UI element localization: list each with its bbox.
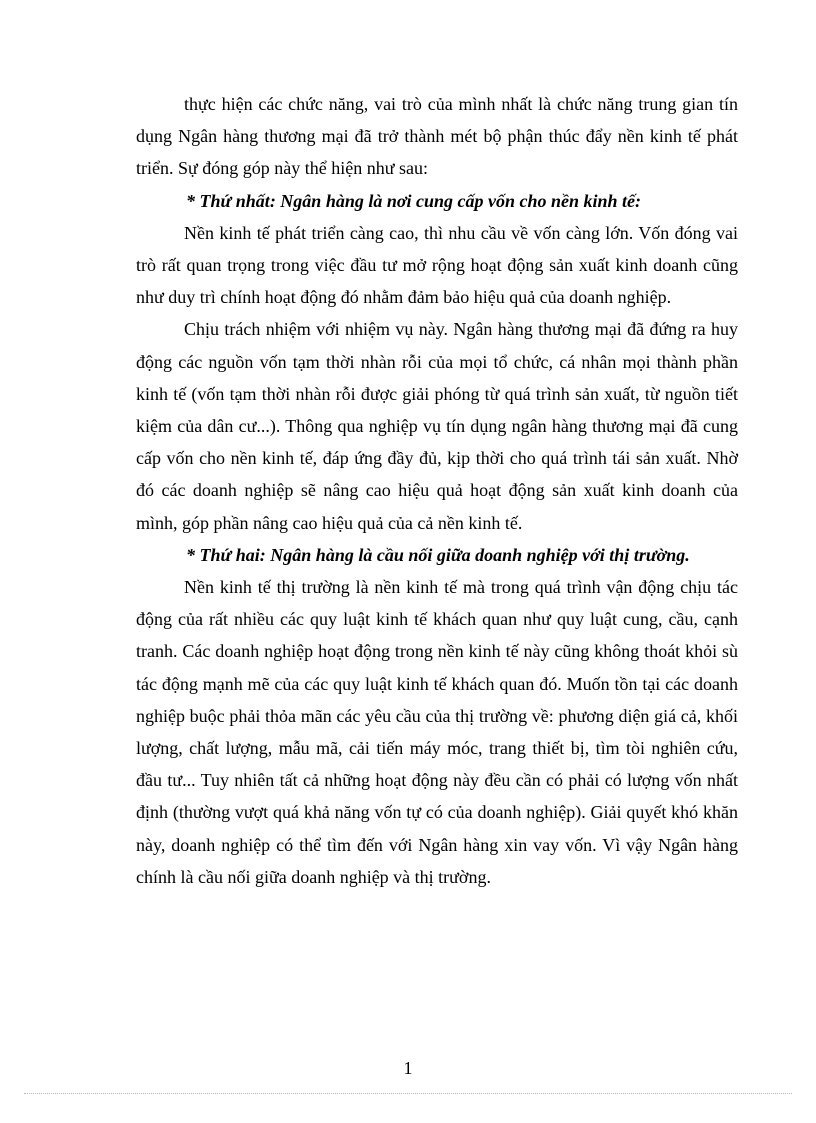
section-heading-second: * Thứ hai: Ngân hàng là cầu nối giữa doanh nghiệp với thị trường. [186,544,690,565]
document-body [136,88,738,893]
footer-divider [24,1093,792,1094]
paragraph-capital-mobilization: Chịu trách nhiệm với nhiệm vụ này. Ngân hàng thương mại đã đứng ra huy động các nguồn vốn tạm thời nhàn rỗi của mọi tổ chức, cá nhân mọi thành phần kinh tế (vốn tạm thời nhàn rỗi được giải phóng từ quá trình sản xuất, từ nguồn tiết kiệm của dân cư...). Thông qua nghiệp vụ tín dụng ngân hàng thương mại đã cung cấp vốn cho nền kinh tế, đáp ứng đầy đủ, kịp thời cho quá trình tái sản xuất. Nhờ đó các doanh nghiệp sẽ nâng cao hiệu quả hoạt động sản xuất kinh doanh của mình, góp phần nâng cao hiệu quả của cả nền kinh tế. [136,319,738,533]
section-heading-first: * Thứ nhất: Ngân hàng là nơi cung cấp vốn cho nền kinh tế: [186,190,642,211]
paragraph-intro: thực hiện các chức năng, vai trò của mình nhất là chức năng trung gian tín dụng Ngân hàng thương mại đã trở thành mét bộ phận thúc đẩy nền kinh tế phát triển. Sự đóng góp này thể hiện như sau: [136,94,738,179]
page-number: 1 [403,1058,413,1078]
paragraph-market-bridge: Nền kinh tế thị trường là nền kinh tế mà trong quá trình vận động chịu tác động của rất nhiều các quy luật kinh tế khách quan như quy luật cung, cầu, cạnh tranh. Các doanh nghiệp hoạt động trong nền kinh tế này cũng không thoát khỏi sù tác động mạnh mẽ của các quy luật kinh tế khách quan đó. Muốn tồn tại các doanh nghiệp buộc phải thỏa mãn các yêu cầu của thị trường về: phương diện giá cả, khối lượng, chất lượng, mẫu mã, cải tiến máy móc, trang thiết bị, tìm tòi nghiên cứu, đầu tư... Tuy nhiên tất cả những hoạt động này đều cần có phải có lượng vốn nhất định (thường vượt quá khả năng vốn tự có của doanh nghiệp). Giải quyết khó khăn này, doanh nghiệp có thể tìm đến với Ngân hàng xin vay vốn. Vì vậy Ngân hàng chính là cầu nối giữa doanh nghiệp và thị trường. [136,577,738,887]
paragraph-capital-demand: Nền kinh tế phát triển càng cao, thì nhu cầu về vốn càng lớn. Vốn đóng vai trò rất quan trọng trong việc đầu tư mở rộng hoạt động sản xuất kinh doanh cũng như duy trì chính hoạt động đó nhằm đảm bảo hiệu quả của doanh nghiệp. [136,222,738,308]
